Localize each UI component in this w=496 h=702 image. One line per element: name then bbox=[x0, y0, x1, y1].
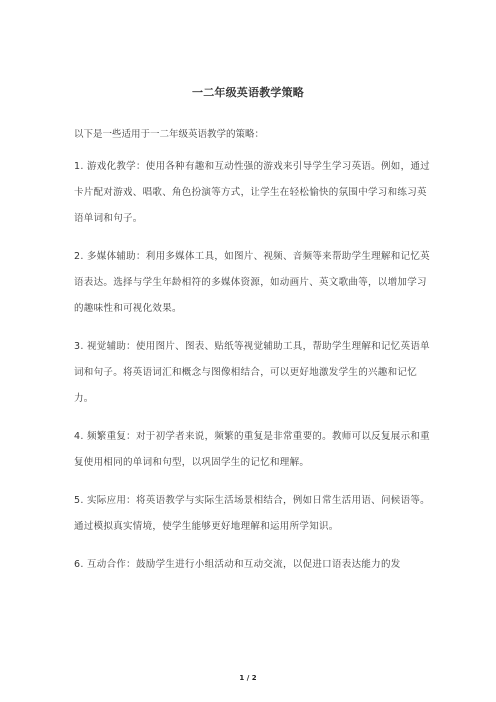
strategy-item-2: 2. 多媒体辅助：利用多媒体工具，如图片、视频、音频等来帮助学生理解和记忆英语表达。选择与学生年龄相符的多媒体资源，如动画片、英文歌曲等，以增加学习的趣味性和可视化效果。 bbox=[74, 251, 430, 314]
strategy-item-6: 6. 互动合作：鼓励学生进行小组活动和互动交流，以促进口语表达能力的发 bbox=[74, 559, 401, 570]
document-title: 一二年级英语教学策略 bbox=[192, 86, 304, 99]
strategy-item-5: 5. 实际应用：将英语教学与实际生活场景相结合，例如日常生活用语、问候语等。通过模拟真实情境，使学生能够更好地理解和运用所学知识。 bbox=[74, 495, 430, 532]
strategy-item-3: 3. 视觉辅助：使用图片、图表、贴纸等视觉辅助工具，帮助学生理解和记忆英语单词和句子。将英语词汇和概念与图像相结合，可以更好地激发学生的兴趣和记忆力。 bbox=[74, 341, 430, 404]
strategy-item-1: 1. 游戏化教学：使用各种有趣和互动性强的游戏来引导学生学习英语。例如，通过卡片配对游戏、唱歌、角色扮演等方式，让学生在轻松愉快的氛围中学习和练习英语单词和句子。 bbox=[74, 161, 430, 224]
intro-paragraph: 以下是一些适用于一二年级英语教学的策略： bbox=[74, 129, 265, 140]
strategy-list bbox=[74, 154, 434, 590]
strategy-item-4: 4. 频繁重复：对于初学者来说，频繁的重复是非常重要的。教师可以反复展示和重复使用相同的单词和句型，以巩固学生的记忆和理解。 bbox=[74, 431, 430, 468]
page-number: 1 / 2 bbox=[239, 674, 257, 682]
